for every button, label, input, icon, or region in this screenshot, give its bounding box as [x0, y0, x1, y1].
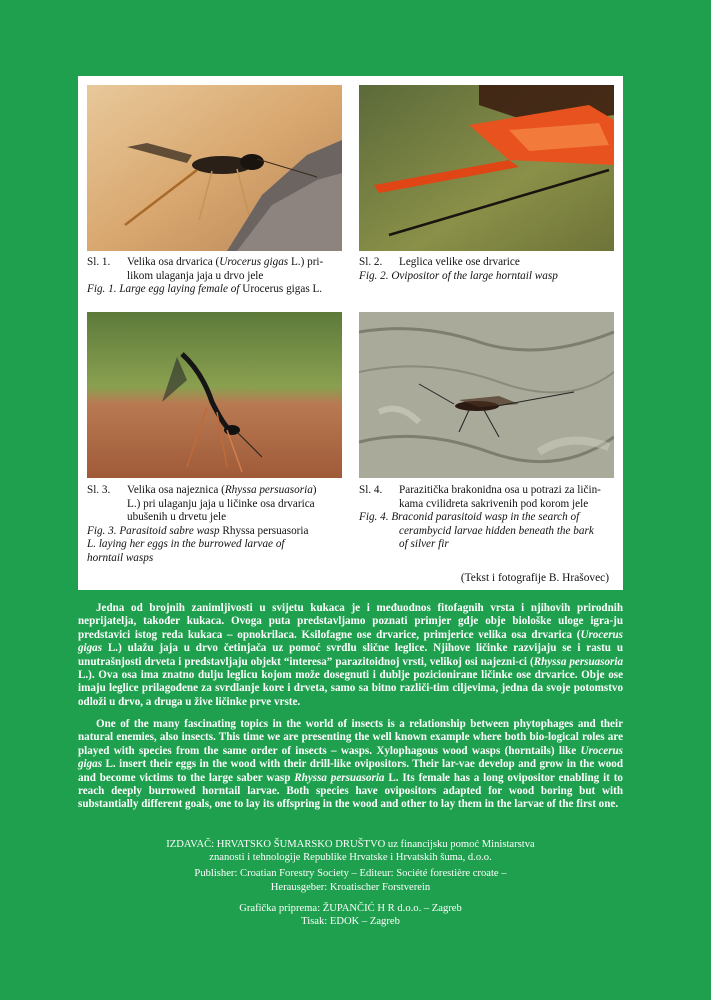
colophon	[78, 838, 623, 928]
photo-sabre-wasp	[87, 312, 342, 478]
caption-fig-3: Sl. 3. Velika osa najeznica (Rhyssa persuasoria) L.) pri ulaganju jaja u ličinke osa drvarica ubušenih u drvetu jele Fig. 3. Parasitoid sabre wasp Rhyssa persuasoria L. laying her eggs in the burrowed larvae of horntail wasps	[87, 484, 317, 564]
publisher-line-hr-2: znanosti i tehnologije Republike Hrvatske i Hrvatskih šuma, d.o.o.	[209, 852, 492, 864]
prepress-line: Grafička priprema: ŽUPANČIĆ H R d.o.o. – Zagreb	[239, 902, 462, 914]
photo-braconid-wasp	[359, 312, 614, 478]
caption-fig-4: Sl. 4. Parazitička brakonidna osa u potrazi za ličin- kama cvilidreta sakrivenih pod korom jele Fig. 4. Braconid parasitoid wasp in the search of cerambycid larvae hidden beneath the bark of silver fir	[359, 484, 601, 551]
body-text-croatian: Jedna od brojnih zanimljivosti u svijetu kukaca je i međuodnos fitofagnih vrsta i njihovih prirodnih neprijatelja, također kukaca. Ovoga puta predstavljamo poznati primjer gdje obje biološke uloge igra-ju predstavici istog reda kukaca – opnokrilaca. Ksilofagne ose drvarice, primjerice velika osa drvarica (Urocerus gigas L.) ulažu jaja u drvo četinjača uz pomoć svrdlu slične leglice. Njihove ličinke razvijaju se i rastu u unutrašnjosti drveta i predstavljaju objekt “interesa” parazitoidnoj vrsti, velikoj osi najezni-ci (Rhyssa persuasoria L.). Ova osa ima znatno dulju leglicu kojom može dosegnuti i dublje pozicionirane ličinke ose drvarice. Obje ose imaju leglice prilagođene za svrdlanje kore i drveta, samo sa bitno različi-tim ciljevima, jedna da svoje potomstvo odloži u drvo, a druga u žive ličinke prve vrste.	[78, 602, 623, 708]
publisher-line-hr: IZDAVAČ: HRVATSKO ŠUMARSKO DRUŠTVO uz financijsku pomoć Ministarstva	[166, 839, 535, 850]
publisher-line-en: Publisher: Croatian Forestry Society – Editeur: Société forestière croate –	[194, 868, 507, 880]
printer-line: Tisak: EDOK – Zagreb	[301, 916, 400, 928]
photo-wood-wasp-laying-eggs	[87, 85, 342, 251]
caption-fig-1: Sl. 1. Velika osa drvarica (Urocerus gigas L.) pri- likom ulaganja jaja u drvo jele Fig. 1. Large egg laying female of Urocerus gigas L.	[87, 256, 324, 296]
figure-panel	[78, 76, 623, 590]
caption-number: Sl. 1.	[87, 256, 111, 268]
body-text-english: One of the many fascinating topics in the world of insects is a relationship between phytophages and their natural enemies, also insects. This time we are presenting the well known example where both bio-logical roles are played with species from the same order of insects – wasps. Xylophagous wood wasps (horntails) like Urocerus gigas L. insert their eggs in the wood with their drill-like ovipositors. Their lar-vae develop and grow in the wood and become victims to the large saber wasp Rhyssa persuasoria L. Its female has a long ovipositor enabling it to reach deeply burrowed horntail larvae. Both species have ovipositors adapted for wood boring but with substantially different goals, one to lay its offspring in the wood and other to lay them in the larvae of the first one.	[78, 718, 623, 811]
caption-fig-2: Sl. 2. Leglica velike ose drvarice Fig. 2. Ovipositor of the large horntail wasp	[359, 256, 558, 282]
publisher-line-de: Herausgeber: Kroatischer Forstverein	[270, 881, 431, 893]
photo-credit: (Tekst i fotografije B. Hrašovec)	[460, 572, 609, 584]
photo-ovipositor	[359, 85, 614, 251]
